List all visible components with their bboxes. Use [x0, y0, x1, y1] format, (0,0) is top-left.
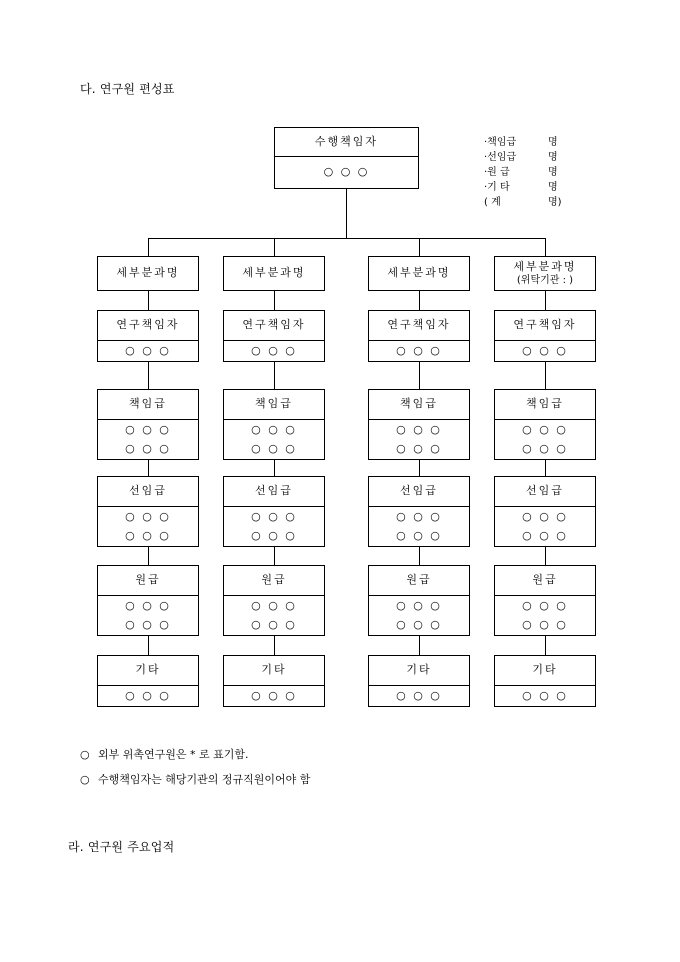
level-box	[97, 655, 199, 707]
level-box	[223, 310, 325, 362]
member-names: ○ ○ ○	[522, 689, 568, 703]
connector-line	[419, 460, 420, 476]
note-item	[80, 746, 249, 762]
subproject-title: 세부분과명	[242, 266, 306, 280]
level-box	[494, 310, 596, 362]
member-names: ○ ○ ○	[522, 529, 568, 543]
member-names: ○ ○ ○	[251, 344, 297, 358]
legend-label: ·기 타	[484, 182, 510, 193]
circle-bullet-icon: ○	[80, 773, 90, 786]
legend-label: ( 계	[484, 197, 501, 208]
level-title: 선임급	[369, 477, 469, 507]
level-title: 연구책임자	[98, 311, 198, 341]
connector-line	[274, 460, 275, 476]
level-title: 기타	[224, 656, 324, 686]
member-names: ○ ○ ○	[396, 442, 442, 456]
subproject-header	[224, 257, 324, 290]
member-names: ○ ○ ○	[396, 618, 442, 632]
subproject-header-box	[494, 256, 596, 291]
section-heading-org-chart: 다. 연구원 편성표	[80, 82, 175, 96]
legend-row	[484, 133, 558, 148]
connector-line	[148, 238, 149, 256]
principal-investigator-names: ○ ○ ○	[323, 164, 370, 178]
member-names: ○ ○ ○	[251, 689, 297, 703]
subproject-header-box	[223, 256, 325, 291]
member-names: ○ ○ ○	[125, 344, 171, 358]
member-names: ○ ○ ○	[125, 689, 171, 703]
connector-line	[274, 362, 275, 389]
level-box	[97, 476, 199, 547]
note-item	[80, 771, 310, 787]
level-box	[368, 476, 470, 547]
level-box	[97, 310, 199, 362]
connector-line	[148, 636, 149, 655]
member-names: ○ ○ ○	[251, 442, 297, 456]
connector-line	[545, 291, 546, 310]
subproject-header	[98, 257, 198, 290]
connector-line	[274, 291, 275, 310]
member-names: ○ ○ ○	[125, 529, 171, 543]
level-box	[97, 389, 199, 460]
level-title: 선임급	[98, 477, 198, 507]
member-names: ○ ○ ○	[251, 618, 297, 632]
connector-line	[545, 362, 546, 389]
connector-line	[148, 238, 545, 239]
member-names: ○ ○ ○	[522, 510, 568, 524]
member-names: ○ ○ ○	[522, 423, 568, 437]
level-box	[368, 655, 470, 707]
connector-line	[545, 636, 546, 655]
subproject-header-box	[97, 256, 199, 291]
subproject-header-box	[368, 256, 470, 291]
connector-line	[419, 636, 420, 655]
connector-line	[419, 547, 420, 565]
level-title: 원급	[369, 566, 469, 596]
member-names: ○ ○ ○	[522, 618, 568, 632]
connector-line	[545, 547, 546, 565]
legend-label: ·선임급	[484, 152, 517, 163]
note-text: 수행책임자는 해당기관의 정규직원이어야 함	[98, 773, 311, 786]
member-names: ○ ○ ○	[396, 599, 442, 613]
level-title: 원급	[98, 566, 198, 596]
member-names: ○ ○ ○	[251, 599, 297, 613]
connector-line	[274, 547, 275, 565]
subproject-subtitle: (위탁기관 : )	[516, 275, 574, 287]
level-title: 기타	[495, 656, 595, 686]
level-box	[494, 565, 596, 636]
connector-line	[148, 291, 149, 310]
legend-unit: 명	[548, 167, 558, 178]
member-names: ○ ○ ○	[251, 529, 297, 543]
connector-line	[274, 238, 275, 256]
member-names: ○ ○ ○	[522, 344, 568, 358]
level-box	[494, 655, 596, 707]
level-title: 선임급	[495, 477, 595, 507]
level-box	[368, 565, 470, 636]
level-box	[494, 476, 596, 547]
connector-line	[346, 189, 347, 238]
connector-line	[419, 238, 420, 256]
level-title: 연구책임자	[224, 311, 324, 341]
subproject-header	[369, 257, 469, 290]
principal-investigator-box	[274, 127, 419, 189]
member-names: ○ ○ ○	[125, 510, 171, 524]
member-names: ○ ○ ○	[522, 442, 568, 456]
level-title: 원급	[495, 566, 595, 596]
subproject-title: 세부분과명	[387, 266, 451, 280]
member-names: ○ ○ ○	[251, 510, 297, 524]
connector-line	[419, 362, 420, 389]
member-names: ○ ○ ○	[125, 442, 171, 456]
level-title: 책임급	[369, 390, 469, 420]
member-names: ○ ○ ○	[396, 529, 442, 543]
level-title: 기타	[369, 656, 469, 686]
legend-row	[484, 193, 562, 208]
level-title: 기타	[98, 656, 198, 686]
level-box	[368, 310, 470, 362]
connector-line	[148, 547, 149, 565]
member-names: ○ ○ ○	[522, 599, 568, 613]
level-title: 책임급	[224, 390, 324, 420]
member-names: ○ ○ ○	[251, 423, 297, 437]
subproject-header	[495, 257, 595, 290]
subproject-title: 세부분과명	[513, 259, 577, 273]
level-title: 선임급	[224, 477, 324, 507]
section-heading-achievements: 라. 연구원 주요업적	[68, 840, 175, 854]
connector-line	[419, 291, 420, 310]
legend-label: ·원 급	[484, 167, 510, 178]
legend-unit: 명	[548, 182, 558, 193]
level-box	[368, 389, 470, 460]
connector-line	[148, 460, 149, 476]
legend-row	[484, 148, 558, 163]
legend-row	[484, 163, 558, 178]
level-box	[494, 389, 596, 460]
legend-row	[484, 178, 558, 193]
level-box	[223, 655, 325, 707]
level-box	[97, 565, 199, 636]
level-title: 원급	[224, 566, 324, 596]
level-box	[223, 476, 325, 547]
connector-line	[274, 636, 275, 655]
principal-investigator-title: 수행책임자	[275, 128, 418, 157]
level-box	[223, 389, 325, 460]
legend-unit: 명	[548, 137, 558, 148]
level-title: 연구책임자	[495, 311, 595, 341]
connector-line	[148, 362, 149, 389]
member-names: ○ ○ ○	[125, 599, 171, 613]
note-text: 외부 위촉연구원은 * 로 표기함.	[98, 748, 249, 761]
connector-line	[545, 460, 546, 476]
connector-line	[545, 238, 546, 256]
member-names: ○ ○ ○	[396, 423, 442, 437]
level-title: 연구책임자	[369, 311, 469, 341]
level-title: 책임급	[495, 390, 595, 420]
member-names: ○ ○ ○	[396, 344, 442, 358]
member-names: ○ ○ ○	[125, 618, 171, 632]
subproject-title: 세부분과명	[116, 266, 180, 280]
legend-label: ·책임급	[484, 137, 517, 148]
legend-unit: 명	[548, 152, 558, 163]
level-title: 책임급	[98, 390, 198, 420]
member-names: ○ ○ ○	[125, 423, 171, 437]
member-names: ○ ○ ○	[396, 510, 442, 524]
level-box	[223, 565, 325, 636]
legend-unit: 명)	[548, 197, 562, 208]
circle-bullet-icon: ○	[80, 748, 90, 761]
member-names: ○ ○ ○	[396, 689, 442, 703]
